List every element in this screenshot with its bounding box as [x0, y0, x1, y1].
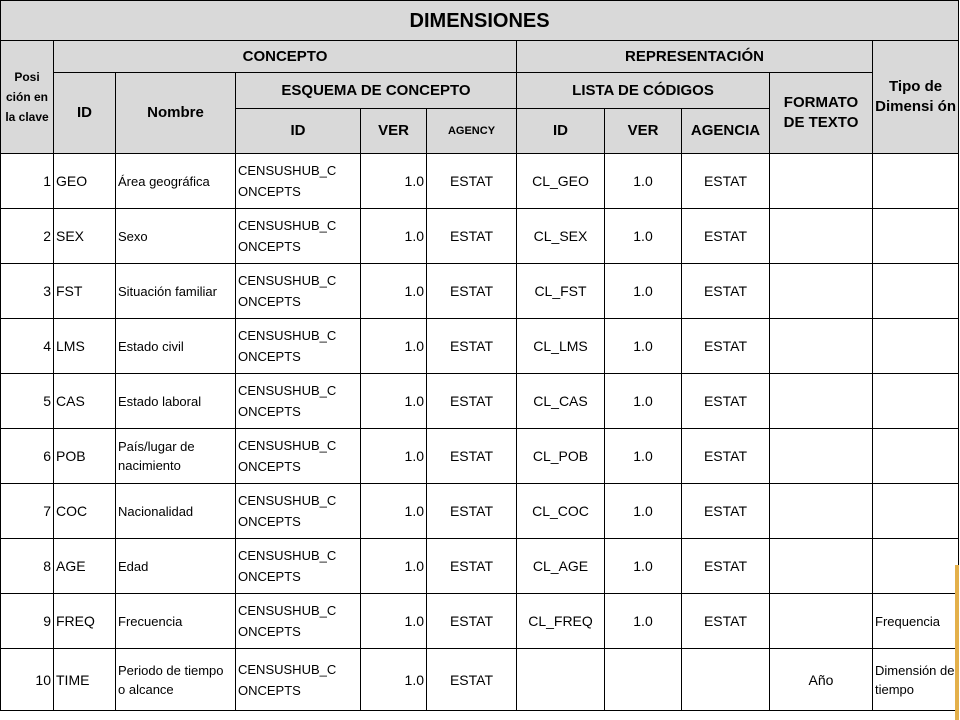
cell-agency: ESTAT [427, 539, 517, 594]
cell-formato [770, 264, 873, 319]
cell-agency: ESTAT [427, 649, 517, 711]
cell-id: TIME [54, 649, 116, 711]
cell-position: 1 [1, 154, 54, 209]
cell-codelist-id: CL_FST [517, 264, 605, 319]
table-row [1, 539, 959, 594]
cell-codelist-id: CL_AGE [517, 539, 605, 594]
cell-position: 6 [1, 429, 54, 484]
cell-id: POB [54, 429, 116, 484]
cell-nombre: País/lugar de nacimiento [116, 429, 236, 484]
cell-version: 1.0 [361, 594, 427, 649]
cell-version: 1.0 [361, 649, 427, 711]
cell-codelist-agencia: ESTAT [682, 484, 770, 539]
cell-codelist-agencia: ESTAT [682, 319, 770, 374]
cell-codelist-id: CL_FREQ [517, 594, 605, 649]
cell-version: 1.0 [361, 154, 427, 209]
cell-formato [770, 319, 873, 374]
cell-esquema: CENSUSHUB_C ONCEPTS [236, 209, 361, 264]
cell-codelist-version: 1.0 [605, 539, 682, 594]
cell-position: 8 [1, 539, 54, 594]
cell-position: 3 [1, 264, 54, 319]
header-esquema-ver: VER [361, 109, 427, 154]
cell-agency: ESTAT [427, 319, 517, 374]
cell-codelist-id: CL_COC [517, 484, 605, 539]
cell-version: 1.0 [361, 209, 427, 264]
cell-id: FST [54, 264, 116, 319]
cell-nombre: Estado civil [116, 319, 236, 374]
header-concepto: CONCEPTO [54, 41, 517, 73]
cell-agency: ESTAT [427, 429, 517, 484]
cell-esquema: CENSUSHUB_C ONCEPTS [236, 374, 361, 429]
table-row [1, 264, 959, 319]
cell-codelist-version: 1.0 [605, 429, 682, 484]
header-representacion: REPRESENTACIÓN [517, 41, 873, 73]
cell-codelist-version: 1.0 [605, 154, 682, 209]
cell-tipo [873, 484, 959, 539]
cell-codelist-version: 1.0 [605, 594, 682, 649]
cell-codelist-agencia: ESTAT [682, 594, 770, 649]
cell-id: FREQ [54, 594, 116, 649]
cell-esquema: CENSUSHUB_C ONCEPTS [236, 264, 361, 319]
cell-codelist-version: 1.0 [605, 319, 682, 374]
cell-agency: ESTAT [427, 594, 517, 649]
cell-esquema: CENSUSHUB_C ONCEPTS [236, 594, 361, 649]
cell-codelist-agencia: ESTAT [682, 429, 770, 484]
cell-codelist-version: 1.0 [605, 374, 682, 429]
table-row [1, 484, 959, 539]
cell-id: CAS [54, 374, 116, 429]
cell-tipo [873, 154, 959, 209]
cell-codelist-id: CL_GEO [517, 154, 605, 209]
cell-nombre: Frecuencia [116, 594, 236, 649]
cell-nombre: Nacionalidad [116, 484, 236, 539]
cell-position: 2 [1, 209, 54, 264]
cell-tipo [873, 209, 959, 264]
table-row [1, 209, 959, 264]
cell-codelist-id: CL_POB [517, 429, 605, 484]
table-row [1, 594, 959, 649]
cell-version: 1.0 [361, 319, 427, 374]
cell-position: 4 [1, 319, 54, 374]
header-esquema-id: ID [236, 109, 361, 154]
cell-esquema: CENSUSHUB_C ONCEPTS [236, 319, 361, 374]
cell-tipo [873, 429, 959, 484]
cell-esquema: CENSUSHUB_C ONCEPTS [236, 484, 361, 539]
header-esquema-agency: AGENCY [427, 109, 517, 154]
cell-version: 1.0 [361, 374, 427, 429]
cell-id: COC [54, 484, 116, 539]
header-posicion: Posi ción en la clave [1, 41, 54, 154]
cell-position: 7 [1, 484, 54, 539]
table-row [1, 649, 959, 711]
cell-formato [770, 429, 873, 484]
table-row [1, 154, 959, 209]
cell-tipo [873, 374, 959, 429]
cell-nombre: Periodo de tiempo o alcance [116, 649, 236, 711]
header-nombre: Nombre [116, 73, 236, 154]
cell-formato [770, 374, 873, 429]
cell-agency: ESTAT [427, 209, 517, 264]
cell-agency: ESTAT [427, 154, 517, 209]
cell-id: AGE [54, 539, 116, 594]
cell-position: 10 [1, 649, 54, 711]
cell-esquema: CENSUSHUB_C ONCEPTS [236, 649, 361, 711]
cell-id: LMS [54, 319, 116, 374]
table-title: DIMENSIONES [1, 1, 959, 41]
cell-tipo: Dimensión de tiempo [873, 649, 959, 711]
cell-id: SEX [54, 209, 116, 264]
cell-formato [770, 484, 873, 539]
accent-bar [955, 565, 959, 720]
cell-formato [770, 594, 873, 649]
cell-codelist-id: CL_SEX [517, 209, 605, 264]
table-row [1, 374, 959, 429]
table-row [1, 429, 959, 484]
cell-formato [770, 154, 873, 209]
cell-nombre: Edad [116, 539, 236, 594]
header-lista-agencia: AGENCIA [682, 109, 770, 154]
cell-version: 1.0 [361, 484, 427, 539]
cell-position: 9 [1, 594, 54, 649]
header-formato: FORMATO DE TEXTO [770, 73, 873, 154]
cell-formato [770, 209, 873, 264]
cell-agency: ESTAT [427, 484, 517, 539]
header-esquema: ESQUEMA DE CONCEPTO [236, 73, 517, 109]
table-row [1, 319, 959, 374]
cell-codelist-agencia: ESTAT [682, 264, 770, 319]
cell-agency: ESTAT [427, 264, 517, 319]
cell-codelist-version [605, 649, 682, 711]
cell-nombre: Área geográfica [116, 154, 236, 209]
cell-codelist-agencia: ESTAT [682, 374, 770, 429]
cell-tipo [873, 264, 959, 319]
cell-nombre: Estado laboral [116, 374, 236, 429]
header-tipo: Tipo de Dimensi ón [873, 41, 959, 154]
cell-codelist-agencia [682, 649, 770, 711]
cell-version: 1.0 [361, 264, 427, 319]
header-id: ID [54, 73, 116, 154]
cell-nombre: Sexo [116, 209, 236, 264]
cell-version: 1.0 [361, 539, 427, 594]
cell-codelist-agencia: ESTAT [682, 539, 770, 594]
cell-codelist-agencia: ESTAT [682, 154, 770, 209]
cell-formato: Año [770, 649, 873, 711]
cell-tipo [873, 539, 959, 594]
cell-agency: ESTAT [427, 374, 517, 429]
cell-codelist-id [517, 649, 605, 711]
cell-codelist-id: CL_CAS [517, 374, 605, 429]
cell-codelist-version: 1.0 [605, 264, 682, 319]
header-lista-id: ID [517, 109, 605, 154]
cell-esquema: CENSUSHUB_C ONCEPTS [236, 154, 361, 209]
header-lista: LISTA DE CÓDIGOS [517, 73, 770, 109]
cell-codelist-agencia: ESTAT [682, 209, 770, 264]
cell-formato [770, 539, 873, 594]
header-lista-ver: VER [605, 109, 682, 154]
cell-version: 1.0 [361, 429, 427, 484]
cell-esquema: CENSUSHUB_C ONCEPTS [236, 539, 361, 594]
cell-esquema: CENSUSHUB_C ONCEPTS [236, 429, 361, 484]
cell-tipo [873, 319, 959, 374]
cell-nombre: Situación familiar [116, 264, 236, 319]
cell-codelist-id: CL_LMS [517, 319, 605, 374]
cell-tipo: Frequencia [873, 594, 959, 649]
cell-codelist-version: 1.0 [605, 484, 682, 539]
cell-id: GEO [54, 154, 116, 209]
cell-position: 5 [1, 374, 54, 429]
cell-codelist-version: 1.0 [605, 209, 682, 264]
